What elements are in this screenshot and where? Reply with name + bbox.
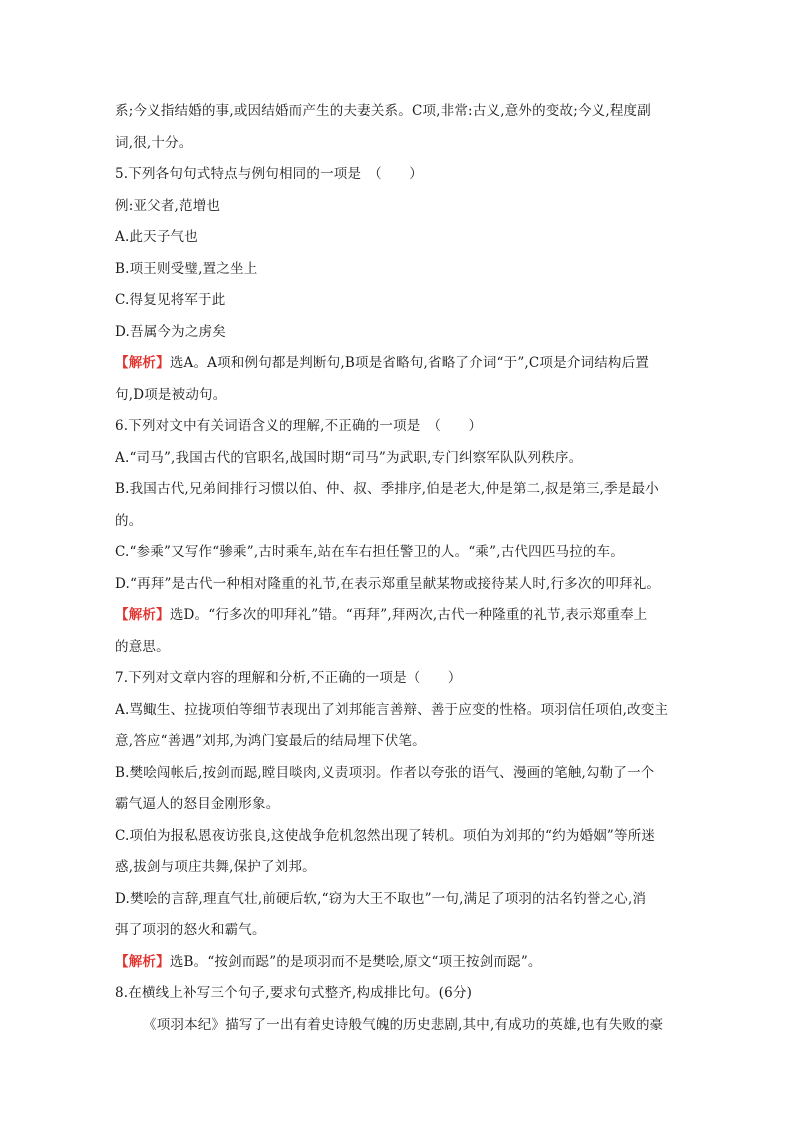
- text-line: 霸气逼人的怒目金刚形象。: [115, 796, 280, 812]
- text-line: 句,D项是被动句。: [115, 386, 227, 403]
- question-6-option-c: C.“参乘”又写作“骖乘”,古时乘车,站在车右担任警卫的人。“乘”,古代四匹马拉的车。: [115, 544, 625, 560]
- question-6-analysis: [115, 600, 680, 632]
- text-line: 系;今义指结婚的事,或因结婚而产生的夫妻关系。C项,非常:古义,意外的变故;今义,程度副: [115, 103, 651, 119]
- question-5-option-b: B.项王则受璧,置之坐上: [115, 260, 258, 277]
- question-7-stem: 7.下列对文章内容的理解和分析,不正确的一项是（ ）: [115, 670, 462, 686]
- text-line: 的。: [115, 512, 143, 529]
- text-line: 意,答应“善遇”刘邦,为鸿门宴最后的结局埋下伏笔。: [115, 733, 426, 749]
- document-page: [115, 96, 680, 1041]
- question-7-option-c: C.项伯为报私恩夜访张良,这使战争危机忽然出现了转机。项伯为刘邦的“约为婚姻”等所迷: [115, 827, 656, 844]
- question-6-option-a: A.“司马”,我国古代的官职名,战国时期“司马”为武职,专门纠察军队队列秩序。: [115, 449, 583, 466]
- question-5-option-a: A.此天子气也: [115, 229, 198, 245]
- question-7-option-d: D.樊哙的言辞,理直气壮,前硬后软,“窃为大王不取也”一句,满足了项羽的沽名钓誉之心,消: [115, 890, 647, 907]
- question-5-option-d: D.吾属今为之虏矣: [115, 323, 226, 340]
- question-5-analysis: [115, 348, 680, 380]
- question-7-analysis: [115, 947, 680, 979]
- text-line: 惑,拔剑与项庄共舞,保护了刘邦。: [115, 859, 316, 875]
- question-6-option-b: B.我国古代,兄弟间排行习惯以伯、仲、叔、季排序,伯是老大,仲是第二,叔是第三,季是最小: [115, 481, 659, 497]
- question-7-option-b: B.樊哙闯帐后,按剑而跽,瞠目啖肉,义责项羽。作者以夸张的语气、漫画的笔触,勾勒了一个: [115, 764, 655, 781]
- analysis-tag: 【解析】: [115, 355, 170, 371]
- question-5-example: 例:亚父者,范增也: [115, 197, 221, 214]
- analysis-text: 选B。“按剑而跽”的是项羽而不是樊哙,原文“项王按剑而跽”。: [169, 953, 542, 970]
- analysis-tag: 【解析】: [115, 607, 170, 623]
- question-6-stem: 6.下列对文中有关词语含义的理解,不正确的一项是 （ ）: [115, 418, 483, 434]
- question-5-option-c: C.得复见将军于此: [115, 292, 226, 308]
- question-6-option-d: D.“再拜”是古代一种相对隆重的礼节,在表示郑重呈献某物或接待某人时,行多次的叩拜礼。: [115, 575, 661, 592]
- text-line: 词,很,十分。: [115, 134, 193, 151]
- analysis-text: 选A。A项和例句都是判断句,B项是省略句,省略了介词“于”,C项是介词结构后置: [169, 355, 650, 371]
- question-5-stem: 5.下列各句句式特点与例句相同的一项是 （ ）: [115, 166, 423, 182]
- analysis-tag: 【解析】: [115, 953, 170, 970]
- text-line: 的意思。: [115, 638, 170, 655]
- analysis-text: 选D。“行多次的叩拜礼”错。“再拜”,拜两次,古代一种隆重的礼节,表示郑重奉上: [169, 607, 648, 623]
- text-line: 弭了项羽的怒火和霸气。: [115, 922, 266, 938]
- question-8-passage: 《项羽本纪》描写了一出有着史诗般气魄的历史悲剧,其中,有成功的英雄,也有失败的豪: [143, 1016, 664, 1033]
- question-7-option-a: A.骂鲰生、拉拢项伯等细节表现出了刘邦能言善辩、善于应变的性格。项羽信任项伯,改变主: [115, 701, 669, 718]
- question-8-stem: 8.在横线上补写三个句子,要求句式整齐,构成排比句。(6分): [115, 985, 473, 1001]
